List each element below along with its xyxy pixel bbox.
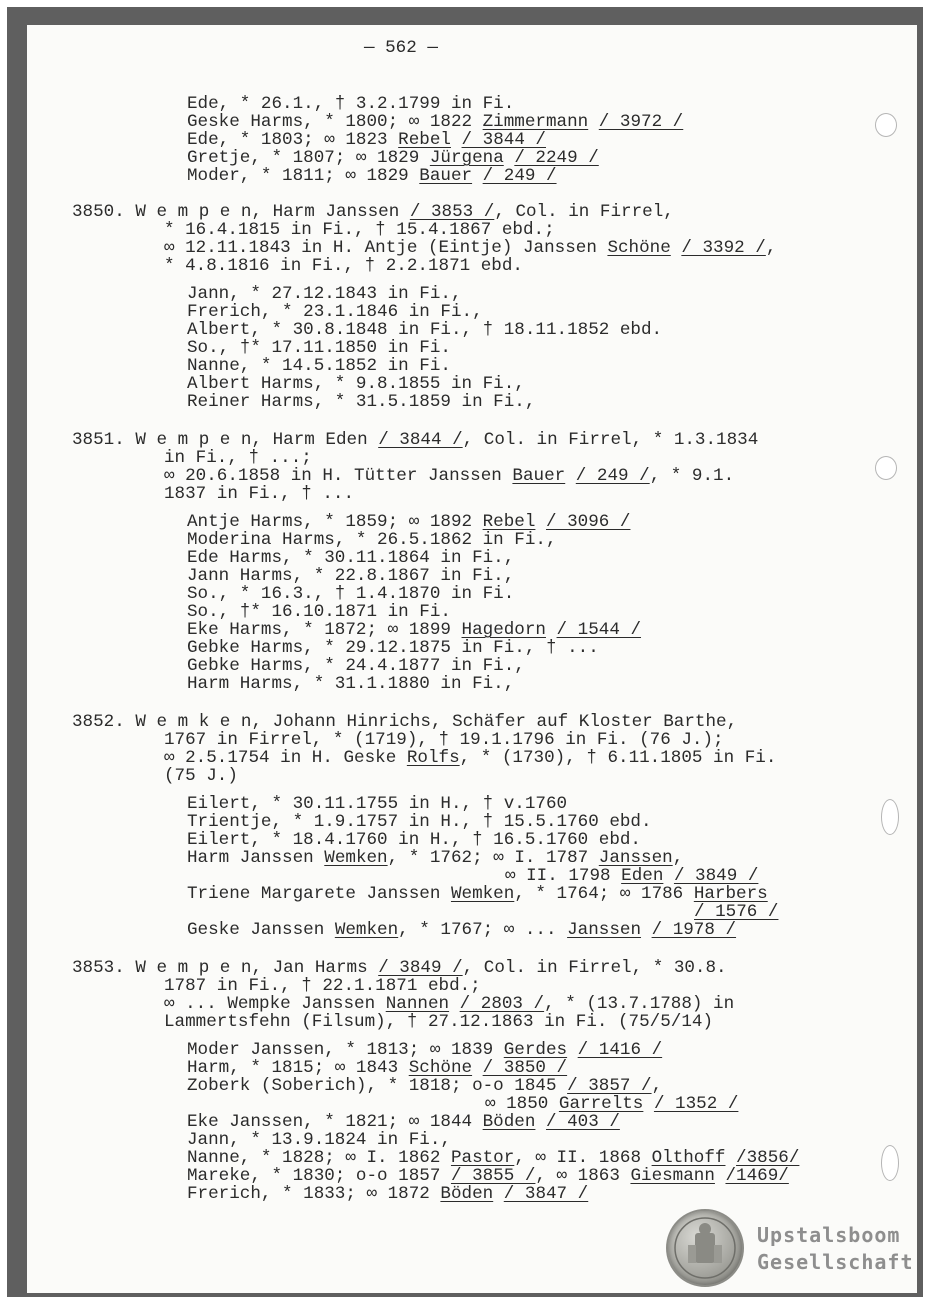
text-segment: Albert Harms, * 9.8.1855 in Fi., (187, 374, 525, 394)
e-3851-line-3 (164, 485, 354, 503)
text-segment (643, 1094, 654, 1114)
underlined-reference: Wemken (334, 920, 399, 940)
underlined-reference: Zimmermann (482, 112, 589, 132)
text-segment: , * 9.1. (649, 466, 735, 486)
text-segment: ∞ II. 1798 (505, 866, 622, 886)
text-segment: , * 1764; ∞ 1786 (514, 884, 694, 904)
underlined-reference: Wemken (450, 884, 515, 904)
e-3850-line-1 (164, 221, 555, 239)
e-3851-line-2 (164, 467, 734, 485)
text-segment: Nanne, * 1828; ∞ I. 1862 (187, 1148, 451, 1168)
punch-hole-top (875, 113, 897, 137)
underlined-reference: / 1352 / (653, 1094, 739, 1114)
text-segment: Mareke, * 1830; o-o 1857 (187, 1166, 451, 1186)
e-3852-line-1 (164, 731, 724, 749)
text-segment: Harm Janssen (187, 848, 325, 868)
text-segment: Lammertsfehn (Filsum), † 27.12.1863 in Fi. (75/5/14) (164, 1012, 714, 1032)
text-segment (567, 1040, 578, 1060)
underlined-reference: / 1576 / (694, 902, 779, 922)
text-segment: 3852. W e m k e n, Johann Hinrichs, Schäfer auf Kloster Barthe, (72, 712, 738, 732)
underlined-reference: / 3972 / (598, 112, 684, 132)
e-3853-line-4 (187, 1041, 662, 1059)
e-3853-line-5 (187, 1059, 567, 1077)
text-segment: , (651, 1076, 663, 1096)
text-segment: * 4.8.1816 in Fi., † 2.2.1871 ebd. (164, 256, 523, 276)
text-segment (449, 994, 460, 1014)
e-3850-line-4 (187, 285, 462, 303)
e-3851-line-8 (187, 585, 514, 603)
text-segment: ∞ 1850 (485, 1094, 559, 1114)
e-3852-line-5 (187, 813, 652, 831)
e-3850-line-3 (164, 257, 523, 275)
underlined-reference: Pastor (450, 1148, 515, 1168)
text-segment: Harm Harms, * 31.1.1880 in Fi., (187, 674, 515, 694)
e-3852-line-6 (187, 831, 641, 849)
text-segment: ∞ ... Wempke Janssen (164, 994, 386, 1014)
e-3850-line-7 (187, 339, 451, 357)
text-segment: * 16.4.1815 in Fi., † 15.4.1867 ebd.; (164, 220, 555, 240)
text-segment (472, 166, 483, 186)
text-segment: Antje Harms, * 1859; ∞ 1892 (187, 512, 483, 532)
e-3852-line-9 (187, 885, 768, 903)
text-segment: Ede, * 26.1., † 3.2.1799 in Fi. (187, 94, 515, 114)
e-3851-line-4 (187, 513, 630, 531)
text-segment: So., * 16.3., † 1.4.1870 in Fi. (187, 584, 515, 604)
text-segment: 3853. W e m p e n, Jan Harms (72, 958, 379, 978)
text-segment (588, 112, 599, 132)
underlined-reference: Jürgena (429, 148, 504, 168)
e-pre-line-4 (187, 167, 557, 185)
underlined-reference: / 3096 / (545, 512, 631, 532)
e-pre-line-2 (187, 131, 546, 149)
underlined-reference: Böden (482, 1112, 536, 1132)
e-3851-line-11 (187, 639, 599, 657)
underlined-reference: / 3850 / (482, 1058, 568, 1078)
text-segment: Albert, * 30.8.1848 in Fi., † 18.11.1852 ebd. (187, 320, 663, 340)
text-segment: Triene Margarete Janssen (187, 884, 451, 904)
underlined-reference: Böden (440, 1184, 494, 1204)
e-3853-line-10 (187, 1149, 799, 1167)
underlined-reference: Garrelts (558, 1094, 644, 1114)
underlined-reference: Olthoff (651, 1148, 726, 1168)
underlined-reference: / 3844 / (378, 430, 463, 450)
underlined-reference: Hagedorn (461, 620, 546, 640)
underlined-reference: Janssen (567, 920, 642, 940)
e-3851-line-10 (187, 621, 641, 639)
text-segment: , (672, 848, 684, 868)
text-segment: 1767 in Firrel, * (1719), † 19.1.1796 in Fi. (76 J.); (164, 730, 724, 750)
text-segment: Eilert, * 18.4.1760 in H., † 16.5.1760 ebd. (187, 830, 641, 850)
underlined-reference: / 1416 / (577, 1040, 663, 1060)
text-segment (535, 512, 546, 532)
text-segment: , Col. in Firrel, * 30.8. (462, 958, 727, 978)
text-segment: Moder, * 1811; ∞ 1829 (187, 166, 420, 186)
underlined-reference: Rebel (482, 512, 536, 532)
underlined-reference: Schöne (607, 238, 671, 258)
text-segment (663, 866, 674, 886)
text-segment: , * (13.7.1788) in (544, 994, 735, 1014)
e-3852-line-3 (164, 767, 238, 785)
text-segment: , Col. in Firrel, * 1.3.1834 (462, 430, 759, 450)
text-segment: , ∞ 1863 (535, 1166, 631, 1186)
underlined-reference: Bauer (512, 466, 566, 486)
e-pre-line-0 (187, 95, 514, 113)
text-segment (451, 130, 462, 150)
e-3852-line-0 (72, 713, 737, 731)
e-3852-line-2 (164, 749, 776, 767)
text-segment: Geske Harms, * 1800; ∞ 1822 (187, 112, 483, 132)
underlined-reference: / 403 / (545, 1112, 620, 1132)
e-3851-line-0 (72, 431, 758, 449)
e-3852-line-4 (187, 795, 567, 813)
e-3852-line-10 (694, 903, 778, 921)
scanned-page (27, 25, 917, 1293)
text-segment (546, 620, 557, 640)
logo-line-1: Upstalsboom (757, 1223, 901, 1247)
page-number: — 562 — (364, 38, 438, 58)
text-segment: So., †* 17.11.1850 in Fi. (187, 338, 451, 358)
text-segment: , ∞ II. 1868 (514, 1148, 652, 1168)
text-segment: Harm, * 1815; ∞ 1843 (187, 1058, 409, 1078)
text-segment: Frerich, * 1833; ∞ 1872 (187, 1184, 441, 1204)
text-segment: ∞ 20.6.1858 in H. Tütter Janssen (164, 466, 513, 486)
upstalsboom-seal-icon (666, 1209, 744, 1287)
underlined-reference: / 3392 / (681, 238, 766, 258)
e-3851-line-5 (187, 531, 557, 549)
e-3853-line-3 (164, 1013, 713, 1031)
text-segment: 3851. W e m p e n, Harm Eden (72, 430, 379, 450)
underlined-reference: / 249 / (575, 466, 650, 486)
underlined-reference: / 3844 / (461, 130, 546, 150)
text-segment: Jann, * 13.9.1824 in Fi., (187, 1130, 451, 1150)
underlined-reference: Gerdes (503, 1040, 568, 1060)
underlined-reference: / 3855 / (450, 1166, 536, 1186)
text-segment: Jann, * 27.12.1843 in Fi., (187, 284, 462, 304)
text-segment: Moder Janssen, * 1813; ∞ 1839 (187, 1040, 504, 1060)
underlined-reference: / 3857 / (567, 1076, 652, 1096)
text-segment: Gebke Harms, * 24.4.1877 in Fi., (187, 656, 525, 676)
e-pre-line-1 (187, 113, 683, 131)
underlined-reference: / 249 / (482, 166, 557, 186)
text-segment (565, 466, 576, 486)
e-3850-line-5 (187, 303, 483, 321)
text-segment: Ede Harms, * 30.11.1864 in Fi., (187, 548, 515, 568)
e-3850-line-0 (72, 203, 674, 221)
e-3851-line-12 (187, 657, 525, 675)
punch-hole-bottom (881, 1145, 899, 1181)
e-3853-line-12 (187, 1185, 588, 1203)
underlined-reference: / 3853 / (409, 202, 495, 222)
text-segment: ∞ 2.5.1754 in H. Geske (164, 748, 407, 768)
punch-hole-middle (875, 456, 897, 480)
e-3853-line-9 (187, 1131, 451, 1149)
underlined-reference: / 1544 / (556, 620, 642, 640)
text-segment: Moderina Harms, * 26.5.1862 in Fi., (187, 530, 557, 550)
e-3851-line-9 (187, 603, 451, 621)
text-segment (472, 1058, 483, 1078)
text-segment: , * 1762; ∞ I. 1787 (387, 848, 599, 868)
e-3853-line-0 (72, 959, 727, 977)
text-segment: Trientje, * 1.9.1757 in H., † 15.5.1760 ebd. (187, 812, 652, 832)
underlined-reference: / 3849 / (673, 866, 759, 886)
text-segment: Gebke Harms, * 29.12.1875 in Fi., † ... (187, 638, 599, 658)
text-segment (641, 920, 652, 940)
text-segment (493, 1184, 504, 1204)
text-segment: Eke Janssen, * 1821; ∞ 1844 (187, 1112, 483, 1132)
text-segment (725, 1148, 736, 1168)
text-segment: Jann Harms, * 22.8.1867 in Fi., (187, 566, 515, 586)
document-frame (7, 7, 923, 1297)
text-segment: Reiner Harms, * 31.5.1859 in Fi., (187, 392, 536, 412)
text-segment: 3850. W e m p e n, Harm Janssen (72, 202, 410, 222)
text-segment: , (765, 238, 777, 258)
e-3851-line-1 (164, 449, 312, 467)
text-segment (535, 1112, 546, 1132)
underlined-reference: / 3847 / (503, 1184, 589, 1204)
text-segment: , * 1767; ∞ ... (398, 920, 568, 940)
underlined-reference: / 2249 / (514, 148, 599, 168)
e-3853-line-2 (164, 995, 734, 1013)
underlined-reference: /3856/ (736, 1148, 800, 1168)
text-segment: Ede, * 1803; ∞ 1823 (187, 130, 399, 150)
text-segment: Nanne, * 14.5.1852 in Fi. (187, 356, 451, 376)
text-segment (671, 238, 682, 258)
logo-line-2: Gesellschaft (757, 1250, 914, 1274)
e-3850-line-9 (187, 375, 525, 393)
underlined-reference: / 3849 / (378, 958, 463, 978)
e-3851-line-6 (187, 549, 514, 567)
e-3853-line-11 (187, 1167, 789, 1185)
text-segment: , * (1730), † 6.11.1805 in Fi. (459, 748, 777, 768)
underlined-reference: Rebel (398, 130, 451, 150)
e-3853-line-1 (164, 977, 481, 995)
text-segment (715, 1166, 726, 1186)
text-segment: So., †* 16.10.1871 in Fi. (187, 602, 451, 622)
e-pre-line-3 (187, 149, 599, 167)
e-3853-line-8 (187, 1113, 620, 1131)
e-3852-line-8 (505, 867, 758, 885)
text-segment: 1837 in Fi., † ... (164, 484, 355, 504)
underlined-reference: Giesmann (630, 1166, 715, 1186)
e-3853-line-6 (187, 1077, 662, 1095)
e-3850-line-6 (187, 321, 662, 339)
text-segment: 1787 in Fi., † 22.1.1871 ebd.; (164, 976, 481, 996)
text-segment (504, 148, 515, 168)
underlined-reference: Wemken (324, 848, 388, 868)
text-segment: in Fi., † ...; (164, 448, 312, 468)
text-segment: Geske Janssen (187, 920, 335, 940)
text-segment: ∞ 12.11.1843 in H. Antje (Eintje) Janssen (164, 238, 608, 258)
underlined-reference: Nannen (385, 994, 450, 1014)
underlined-reference: / 2803 / (459, 994, 545, 1014)
text-segment: Eke Harms, * 1872; ∞ 1899 (187, 620, 462, 640)
e-3851-line-13 (187, 675, 514, 693)
underlined-reference: Schöne (408, 1058, 473, 1078)
underlined-reference: / 1978 / (651, 920, 737, 940)
text-segment: Gretje, * 1807; ∞ 1829 (187, 148, 430, 168)
e-3853-line-7 (485, 1095, 738, 1113)
e-3850-line-10 (187, 393, 535, 411)
e-3850-line-8 (187, 357, 451, 375)
underlined-reference: Harbers (693, 884, 768, 904)
underlined-reference: Eden (621, 866, 664, 886)
text-segment: Zoberk (Soberich), * 1818; o-o 1845 (187, 1076, 568, 1096)
e-3850-line-2 (164, 239, 776, 257)
underlined-reference: Bauer (419, 166, 473, 186)
e-3852-line-11 (187, 921, 736, 939)
underlined-reference: /1469/ (725, 1166, 789, 1186)
text-segment: Eilert, * 30.11.1755 in H., † v.1760 (187, 794, 568, 814)
e-3852-line-7 (187, 849, 683, 867)
underlined-reference: Rolfs (406, 748, 460, 768)
text-segment: Frerich, * 23.1.1846 in Fi., (187, 302, 483, 322)
underlined-reference: Janssen (598, 848, 673, 868)
text-segment: (75 J.) (164, 766, 238, 786)
punch-hole-lower (881, 799, 899, 835)
text-segment: , Col. in Firrel, (494, 202, 674, 222)
e-3851-line-7 (187, 567, 514, 585)
